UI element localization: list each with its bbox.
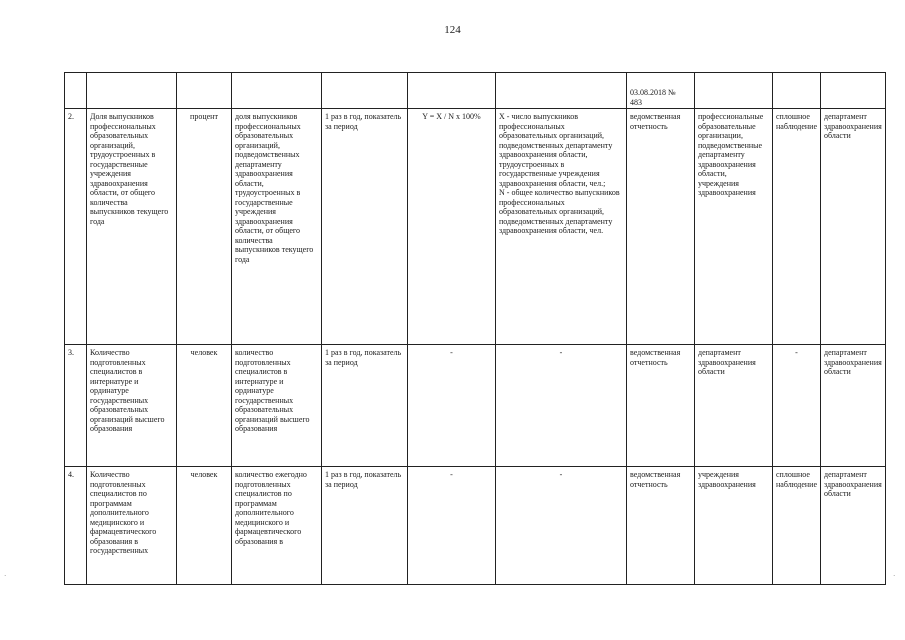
responsible: департамент здравоохранения области xyxy=(821,109,886,345)
cell-empty xyxy=(177,73,232,109)
unit-of-measure: человек xyxy=(177,345,232,467)
table-row xyxy=(65,345,886,467)
indicator-name: Количество подготовленных специалистов по программам дополнительного медицинского и фармацевтического образования в государственных xyxy=(87,467,177,585)
indicator-definition: количество ежегодно подготовленных специалистов по программам дополнительного медицинского и фармацевтического образования в xyxy=(232,467,322,585)
unit-of-measure: процент xyxy=(177,109,232,345)
coverage: - xyxy=(773,345,821,467)
indicator-definition: количество подготовленных специалистов в интернатуре и ординатуре государственных образовательных организаций высшего образования xyxy=(232,345,322,467)
responsible: департамент здравоохранения области xyxy=(821,467,886,585)
indicator-table xyxy=(64,72,886,585)
responsible: департамент здравоохранения области xyxy=(821,345,886,467)
cell-empty xyxy=(821,73,886,109)
scan-edge-mark: · xyxy=(893,572,896,580)
formula-components: - xyxy=(496,467,627,585)
coverage: сплошное наблюдение xyxy=(773,467,821,585)
row-number: 2. xyxy=(65,109,87,345)
cell-empty xyxy=(496,73,627,109)
observation-unit: департамент здравоохранения области xyxy=(695,345,773,467)
row-number: 4. xyxy=(65,467,87,585)
scan-edge-mark: · xyxy=(4,572,7,580)
observation-unit: учреждения здравоохранения xyxy=(695,467,773,585)
collection-method: ведомственная отчетность xyxy=(627,345,695,467)
cell-empty xyxy=(773,73,821,109)
formula-components: X - число выпускников профессиональных образовательных организаций, подведомственных департаменту здравоохранения области, трудоустроенных в государственные учреждения здравоохранения области, чел.; N - общее количество выпускников профессиональных образовательных организаций, подведомственных департаменту здравоохранения области, чел. xyxy=(496,109,627,345)
formula: - xyxy=(408,467,496,585)
periodicity: 1 раз в год, показатель за период xyxy=(322,467,408,585)
cell-empty xyxy=(322,73,408,109)
indicator-name: Количество подготовленных специалистов в интернатуре и ординатуре государственных образовательных организаций высшего образования xyxy=(87,345,177,467)
formula: Y = X / N x 100% xyxy=(408,109,496,345)
observation-unit: профессиональные образовательные организации, подведомственные департаменту здравоохранения области, учреждения здравоохранения xyxy=(695,109,773,345)
indicator-definition: доля выпускников профессиональных образовательных организаций, подведомственных департаменту здравоохранения области, трудоустроенных в государственные учреждения здравоохранения области, от общего количества выпускников текущего года xyxy=(232,109,322,345)
unit-of-measure: человек xyxy=(177,467,232,585)
cell-empty xyxy=(408,73,496,109)
cell-empty xyxy=(65,73,87,109)
coverage: сплошное наблюдение xyxy=(773,109,821,345)
indicator-name: Доля выпускников профессиональных образовательных организаций, трудоустроенных в государственные учреждения здравоохранения области, от общего количества выпускников текущего года xyxy=(87,109,177,345)
formula-components: - xyxy=(496,345,627,467)
table-row xyxy=(65,109,886,345)
collection-method: ведомственная отчетность xyxy=(627,109,695,345)
collection-method: ведомственная отчетность xyxy=(627,467,695,585)
table-row xyxy=(65,467,886,585)
date-note-cell: 03.08.2018 № 483 xyxy=(627,73,695,109)
periodicity: 1 раз в год, показатель за период xyxy=(322,109,408,345)
header-continuation-row xyxy=(65,73,886,109)
cell-empty xyxy=(695,73,773,109)
cell-empty xyxy=(87,73,177,109)
periodicity: 1 раз в год, показатель за период xyxy=(322,345,408,467)
formula: - xyxy=(408,345,496,467)
row-number: 3. xyxy=(65,345,87,467)
page-number: 124 xyxy=(444,24,461,36)
cell-empty xyxy=(232,73,322,109)
